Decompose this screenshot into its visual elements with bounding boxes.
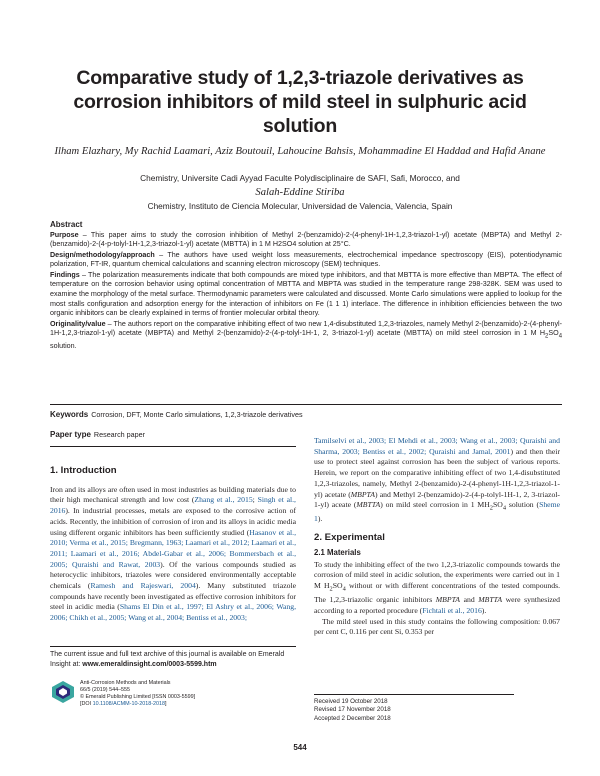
- paper-type-text: Research paper: [93, 430, 146, 439]
- citation-link[interactable]: Singh et al., 2016: [50, 495, 296, 516]
- introduction-heading: 1. Introduction: [50, 465, 117, 476]
- journal-name: Anti-Corrosion Methods and Materials: [80, 680, 171, 686]
- affiliation-2: Chemistry, Instituto de Ciencia Molecular, Universidad de Valencia, Valencia, Spain: [147, 201, 453, 211]
- findings-text: – The polarization measurements indicate that both compounds are mixed type inhibitors, and that MBTTA is more effective than MBPTA. The effect of temperature on the corrosion behavior using optimal concentration of MBTTA and MBPTA was studied in the temperature range 298-328K. SEM was used to examine the morphology of the metal surface. Thermodynamic parameters were calculated and discussed. Monte Carlo simulations were applied to lookup for the most stalls configuration and adsorption energy for the interaction of inhibitors on Fe (1 1 1) interlace. The difference in inhibition efficiencies between the two organic inhibitors can be clearly explained in terms of frontier molecular orbital theory.: [50, 270, 562, 318]
- text-run: To study the inhibiting effect of the two 1,2,3-triazolic compounds towards the corrosion of mild steel in acidic solution, the experiments were carried out in 1 M H: [314, 559, 560, 590]
- text-run: ) and then their use to protect steel against corrosion has been the subject of various reports. Herein, we report on the comparative inhibiting effect of two 1,4-disubstituted 1,2,3-triazoles, namely, Methyl 2-(benzamido)-2-(4-phenyl-1H-1,2,3-triazol-1-yl) acetate (: [314, 446, 561, 499]
- divider: [50, 446, 296, 447]
- journal-volume: 66/5 (2019) 544–555: [80, 686, 131, 693]
- text-run: ) and Methyl 2-(benzamido)-2-(4-p-tolyl-1H-1, 2, 3-triazol-1-yl) aceate (: [314, 489, 560, 510]
- materials-paragraph: [314, 560, 560, 617]
- subscript: 2: [545, 333, 549, 340]
- abstract-heading: Abstract: [50, 220, 83, 229]
- text-run: SO: [332, 580, 343, 590]
- right-column: [314, 436, 560, 638]
- text-run: Iron and its alloys are often used in most industries as building materials due to their high mechanical strength and low cost (: [50, 484, 296, 505]
- paper-type-label: Paper type: [50, 430, 91, 439]
- intro-continuation: [314, 436, 560, 525]
- text-run: ). In industrial processes, metals are exposed to the corrosive action of acids. Recently, the inhibition of corrosion of iron and its alloys in acidic media using different organic inhibitors has been sufficiently studied (: [50, 506, 296, 537]
- page-number: 544: [293, 743, 307, 752]
- affiliation-1: Chemistry, Universite Cadi Ayyad Faculte Polydisciplinaire de SAFI, Safi, Morocco, and: [140, 173, 460, 183]
- materials-heading: 2.1 Materials: [314, 547, 361, 557]
- date-received: Received 19 October 2018: [314, 698, 388, 705]
- citation-link[interactable]: Ramesh and Rajeswari, 2004: [90, 581, 196, 591]
- text-run: ).: [481, 605, 487, 615]
- text-run: The current issue and full text archive of this journal is available on Emerald Insight at:: [50, 651, 285, 668]
- subscript: 4: [342, 585, 346, 593]
- citation-link[interactable]: Hasanov et al., 2010; Verma et al., 2015; Bregmann, 1963; Laamari et al., 2012; Laamari et al., 2011; Laamari et al., 2016; Abdel-Gabar et al., 2006; Bommersbach et al., 2005; Quraishi and Rawat, 2003: [50, 527, 296, 569]
- experimental-heading: 2. Experimental: [314, 532, 385, 544]
- composition-paragraph: The mild steel used in this study contains the following composition: 0.067 per cent C, 0.116 per cent Si, 0.353 per: [314, 616, 560, 637]
- subscript: 4: [558, 333, 562, 340]
- keywords-label: Keywords: [50, 410, 89, 419]
- originality-label: Originality/value: [50, 319, 106, 328]
- text-run: and: [459, 595, 479, 605]
- purpose-label: Purpose: [50, 230, 79, 239]
- purpose-text: – This paper aims to study the corrosion inhibition of Methyl 2-(benzamido)-2-(4-phenyl-1H-1,2,3-triazol-1-yl) acetate (MBPTA) and Methyl 2-(benzamido)-2-(4-p-tolyl-1H-1,2,3-triazol-1-yl) acetate (MBTTA) in 1 M H2SO4 solution at 25°C.: [50, 230, 562, 249]
- text-run: [DOI: [80, 700, 93, 707]
- date-accepted: Accepted 2 December 2018: [314, 714, 391, 722]
- compound-name: MBTTA: [356, 500, 381, 510]
- text-run: ). Of the various compounds studied as heterocyclic inhibitors, triazoles were considered environmentally acceptable chemicals (: [50, 559, 296, 591]
- journal-info: [80, 680, 250, 708]
- text-run: solution (: [506, 500, 540, 510]
- keywords: [50, 410, 562, 419]
- text-run: ).: [317, 514, 323, 524]
- citation-link[interactable]: Zhang et al., 2015: [194, 495, 253, 505]
- left-column: [50, 466, 296, 624]
- text-run: without or with different concentrations of the tested compounds. The 1,2,3-triazolic organic inhibitors: [314, 580, 560, 605]
- originality-text-end: solution.: [50, 342, 77, 351]
- journal-url-link[interactable]: www.emeraldinsight.com/0003-5599.htm: [82, 661, 217, 668]
- author-stiriba: Salah-Eddine Stiriba: [255, 187, 345, 198]
- abstract-findings: [50, 271, 562, 320]
- subscript: 4: [502, 504, 507, 512]
- text-run: SO: [493, 500, 503, 510]
- history-dates: [314, 694, 514, 723]
- paper-title: Comparative study of 1,2,3-triazole derivatives as corrosion inhibitors of mild steel in sulphuric acid solution: [73, 67, 527, 137]
- emerald-logo-icon: [52, 681, 74, 703]
- compound-name: MBTTA: [478, 595, 503, 605]
- compound-name: MBPTA: [350, 489, 375, 499]
- archive-footnote: [50, 646, 296, 670]
- findings-label: Findings: [50, 270, 80, 279]
- keywords-text: Corrosion, DFT, Monte Carlo simulations, 1,2,3-triazole derivatives: [91, 410, 303, 419]
- abstract-purpose: [50, 231, 562, 250]
- design-label: Design/methodology/approach: [50, 250, 155, 259]
- abstract-design: [50, 251, 562, 270]
- citation-link[interactable]: Fichtali et al., 2016: [422, 605, 482, 615]
- abstract-originality: [50, 320, 562, 353]
- scheme-link[interactable]: Sheme 1: [314, 500, 560, 524]
- text-run: ]: [165, 700, 167, 707]
- date-revised: Revised 17 November 2018: [314, 706, 391, 714]
- abstract-block: [50, 220, 562, 353]
- originality-text: – The authors report on the comparative inhibiting effect of two new 1,4-disubstituted 1,2,3-triazoles, namely Methyl 2-(benzamido)-2-(4-phenyl-1H-1,2,3-triazol-1-yl) acetate (MBPTA) and Methyl 2-(benzamido)-2-(4-p-tolyl-1H-1, 2, 3-triazol-1-yl) acetate (MBTTA) on mild steel corrosion in 1 M H: [50, 319, 562, 338]
- citation-link[interactable]: Shams El Din et al., 1997; El Ashry et al., 2006; Wang, 2006; Chikh et al., 2005; Wang et al., 2004; Bentiss et al., 2003;: [50, 602, 296, 623]
- subscript: 2: [489, 504, 493, 512]
- text-run: ). Many substituted triazole compounds have recently been investigated as effective corrosion inhibitors for steel in acidic media (: [50, 581, 297, 612]
- text-run: ;: [252, 495, 258, 505]
- intro-paragraph: [50, 485, 296, 624]
- text-run: ) on mild steel corrosion in 1 MH: [380, 500, 490, 510]
- compound-name: MBPTA: [435, 595, 460, 605]
- doi-link[interactable]: 10.1108/ACMM-10-2018-2018: [92, 700, 166, 707]
- design-text: – The authors have used weight loss measurements, electrochemical impedance spectroscopy (EIS), potentiodynamic polarization, FT-IR, quantum chemical calculations and scanning electron microscopy (SEM) techniques.: [50, 250, 562, 269]
- subscript: 2: [329, 585, 333, 593]
- author-list: Ilham Elazhary, My Rachid Laamari, Aziz Boutouil, Lahoucine Bahsis, Mohammadine El Haddad and Hafid Anane: [54, 146, 546, 157]
- divider: [50, 404, 562, 405]
- citation-link[interactable]: Tamilselvi et al., 2003; El Mehdi et al., 2003; Wang et al., 2003; Quraishi and Sharma, 2003; Bentiss et al., 2002; Quraishi and Jamal, 2001: [314, 436, 560, 456]
- originality-text-mid: SO: [548, 329, 559, 338]
- journal-publisher: © Emerald Publishing Limited [ISSN 0003-5599]: [80, 693, 196, 700]
- journal-doi: [80, 701, 250, 708]
- text-run: were synthesized according to a reported procedure (: [314, 595, 560, 615]
